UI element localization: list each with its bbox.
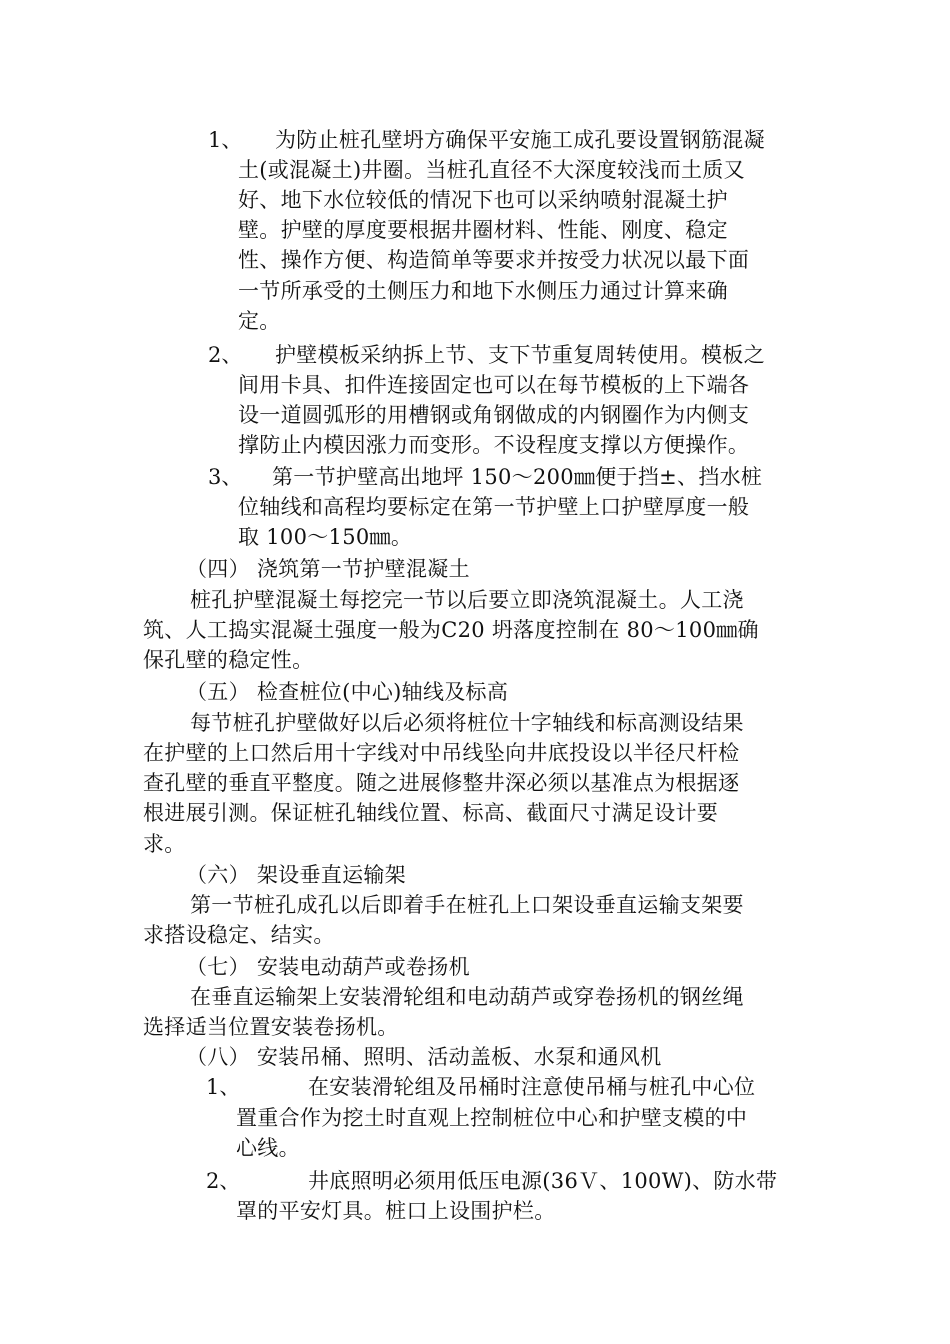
paragraph-line: 设一道圆弧形的用槽钢或角钢做成的内钢圈作为内侧支 xyxy=(238,403,750,427)
paragraph-line: 好、地下水位较低的情况下也可以采纳喷射混凝土护 xyxy=(238,188,728,212)
list-item-number: 1、 xyxy=(208,128,243,152)
paragraph-line: 间用卡具、扣件连接固定也可以在每节模板的上下端各 xyxy=(238,373,750,397)
paragraph-line: 罩的平安灯具。桩口上设围护栏。 xyxy=(236,1199,556,1223)
paragraph-line: 井底照明必须用低压电源(36Ｖ、100W)、防水带 xyxy=(308,1169,778,1193)
paragraph-line: 护壁模板采纳拆上节、支下节重复周转使用。模板之 xyxy=(275,343,765,367)
paragraph-line: 第一节护壁高出地坪 150～200㎜便于挡±、挡水桩 xyxy=(272,465,763,489)
paragraph-line: 查孔壁的垂直平整度。随之进展修整井深必须以基准点为根据逐 xyxy=(143,771,740,795)
paragraph-line: 在安装滑轮组及吊桶时注意使吊桶与桩孔中心位 xyxy=(308,1075,756,1099)
paragraph-line: 在护壁的上口然后用十字线对中吊线坠向井底投设以半径尺杆检 xyxy=(143,741,740,765)
list-item-number: 2、 xyxy=(208,343,243,367)
list-item-number: 1、 xyxy=(206,1075,241,1099)
paragraph-line: 选择适当位置安装卷扬机。 xyxy=(143,1015,399,1039)
paragraph-line: 性、操作方便、构造简单等要求并按受力状况以最下面 xyxy=(238,248,750,272)
paragraph-line: 壁。护壁的厚度要根据井圈材料、性能、刚度、稳定 xyxy=(238,218,728,242)
paragraph-line: 第一节桩孔成孔以后即着手在桩孔上口架设垂直运输支架要 xyxy=(190,893,744,917)
paragraph-line: 置重合作为挖土时直观上控制桩位中心和护壁支模的中 xyxy=(236,1106,748,1130)
list-item-number: 2、 xyxy=(206,1169,241,1193)
section-heading: （六） 架设垂直运输架 xyxy=(186,863,406,887)
paragraph-line: 筑、人工捣实混凝土强度一般为C20 坍落度控制在 80～100㎜确 xyxy=(143,618,759,642)
paragraph-line: 定。 xyxy=(238,309,281,333)
paragraph-line: 求。 xyxy=(143,832,186,856)
paragraph-line: 每节桩孔护壁做好以后必须将桩位十字轴线和标高测设结果 xyxy=(190,711,744,735)
paragraph-line: 土(或混凝土)井圈。当桩孔直径不大深度较浅而土质又 xyxy=(238,158,745,182)
paragraph-line: 心线。 xyxy=(236,1136,300,1160)
paragraph-line: 位轴线和高程均要标定在第一节护壁上口护壁厚度一般 xyxy=(238,495,750,519)
paragraph-line: 一节所承受的土侧压力和地下水侧压力通过计算来确 xyxy=(238,279,728,303)
section-heading: （四） 浇筑第一节护壁混凝土 xyxy=(186,557,470,581)
section-heading: （八） 安装吊桶、照明、活动盖板、水泵和通风机 xyxy=(186,1045,662,1069)
paragraph-line: 求搭设稳定、结实。 xyxy=(143,923,335,947)
paragraph-line: 在垂直运输架上安装滑轮组和电动葫芦或穿卷扬机的钢丝绳 xyxy=(190,985,744,1009)
list-item-number: 3、 xyxy=(208,465,243,489)
paragraph-line: 撑防止内模因涨力而变形。不设程度支撑以方便操作。 xyxy=(238,433,750,457)
section-heading: （五） 检查桩位(中心)轴线及标高 xyxy=(186,680,509,704)
paragraph-line: 根进展引测。保证桩孔轴线位置、标高、截面尺寸满足设计要 xyxy=(143,801,719,825)
section-heading: （七） 安装电动葫芦或卷扬机 xyxy=(186,955,470,979)
paragraph-line: 保孔壁的稳定性。 xyxy=(143,648,314,672)
paragraph-line: 桩孔护壁混凝土每挖完一节以后要立即浇筑混凝土。人工浇 xyxy=(190,588,744,612)
paragraph-line: 取 100～150㎜。 xyxy=(238,525,413,549)
paragraph-line: 为防止桩孔壁坍方确保平安施工成孔要设置钢筋混凝 xyxy=(275,128,765,152)
